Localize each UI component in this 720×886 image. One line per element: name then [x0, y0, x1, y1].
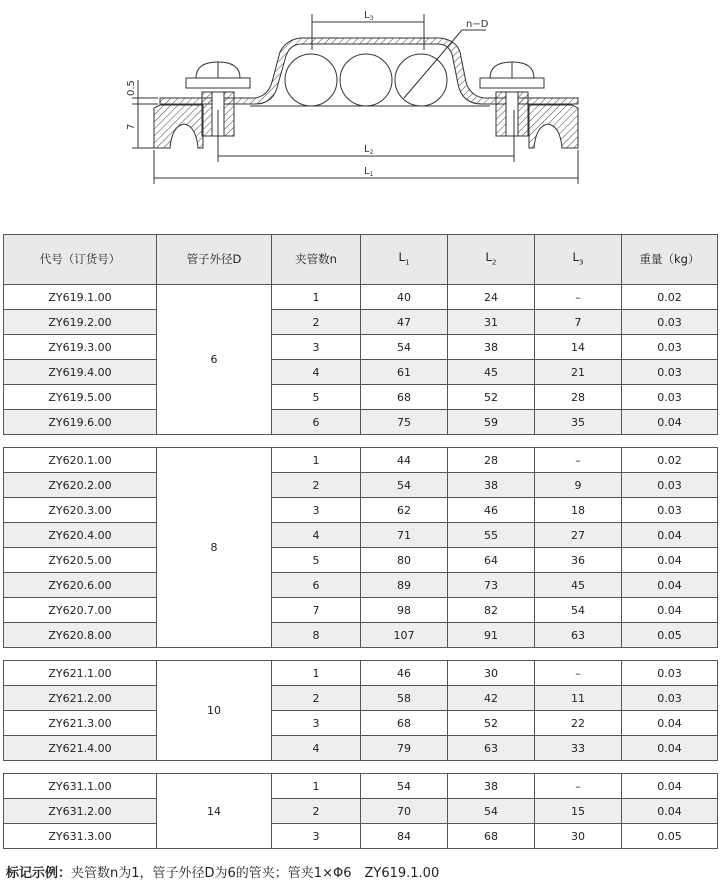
cell-diameter: 14 — [157, 774, 272, 849]
cell-diameter: 10 — [157, 661, 272, 761]
cell-n: 5 — [272, 385, 361, 410]
cell-l2: 28 — [448, 448, 535, 473]
cell-n: 6 — [272, 410, 361, 435]
cell-code: ZY619.2.00 — [4, 310, 157, 335]
table-row — [4, 623, 718, 648]
cell-w: 0.03 — [622, 335, 718, 360]
group-separator — [4, 648, 718, 661]
cell-w: 0.02 — [622, 448, 718, 473]
table-row — [4, 661, 718, 686]
group-separator — [4, 435, 718, 448]
marking-example — [6, 862, 439, 881]
cell-w: 0.04 — [622, 598, 718, 623]
cell-w: 0.04 — [622, 548, 718, 573]
cell-w: 0.03 — [622, 498, 718, 523]
cell-code: ZY621.1.00 — [4, 661, 157, 686]
cell-w: 0.03 — [622, 360, 718, 385]
cell-code: ZY631.2.00 — [4, 799, 157, 824]
cell-n: 2 — [272, 310, 361, 335]
cell-l2: 55 — [448, 523, 535, 548]
cell-n: 4 — [272, 360, 361, 385]
cell-code: ZY619.5.00 — [4, 385, 157, 410]
cell-w: 0.05 — [622, 824, 718, 849]
cell-l1: 46 — [361, 661, 448, 686]
cell-l1: 107 — [361, 623, 448, 648]
cell-n: 1 — [272, 661, 361, 686]
cell-l1: 40 — [361, 285, 448, 310]
pipe-clamp-drawing — [0, 0, 720, 200]
table-row — [4, 686, 718, 711]
table-row — [4, 774, 718, 799]
cell-n: 2 — [272, 686, 361, 711]
cell-code: ZY619.6.00 — [4, 410, 157, 435]
cell-code: ZY620.2.00 — [4, 473, 157, 498]
cell-l2: 38 — [448, 335, 535, 360]
cell-w: 0.05 — [622, 623, 718, 648]
cell-code: ZY619.4.00 — [4, 360, 157, 385]
cell-l3: – — [535, 448, 622, 473]
table-row — [4, 473, 718, 498]
label-l1: $L_1$ — [364, 166, 374, 178]
cell-l3: 63 — [535, 623, 622, 648]
cell-l2: 24 — [448, 285, 535, 310]
cell-w: 0.04 — [622, 799, 718, 824]
cell-w: 0.04 — [622, 774, 718, 799]
cell-l2: 52 — [448, 711, 535, 736]
table-row — [4, 335, 718, 360]
table-row — [4, 448, 718, 473]
table-row — [4, 310, 718, 335]
cell-n: 3 — [272, 824, 361, 849]
cell-l1: 68 — [361, 385, 448, 410]
cell-l3: – — [535, 774, 622, 799]
cell-n: 1 — [272, 448, 361, 473]
table-header — [4, 235, 718, 285]
cell-w: 0.02 — [622, 285, 718, 310]
table-row — [4, 598, 718, 623]
table-row — [4, 360, 718, 385]
cell-w: 0.03 — [622, 686, 718, 711]
cell-l1: 75 — [361, 410, 448, 435]
cell-l3: – — [535, 661, 622, 686]
cell-diameter: 6 — [157, 285, 272, 435]
cell-l3: 27 — [535, 523, 622, 548]
cell-n: 7 — [272, 598, 361, 623]
cell-l3: 9 — [535, 473, 622, 498]
pipe-1 — [285, 54, 337, 106]
cell-l2: 82 — [448, 598, 535, 623]
cell-l1: 84 — [361, 824, 448, 849]
cell-l2: 38 — [448, 473, 535, 498]
cell-l3: 35 — [535, 410, 622, 435]
cell-l3: 15 — [535, 799, 622, 824]
header-l2: $L_2$ — [448, 235, 535, 285]
cell-l3: 36 — [535, 548, 622, 573]
cell-l1: 62 — [361, 498, 448, 523]
cell-n: 3 — [272, 335, 361, 360]
cell-l3: 28 — [535, 385, 622, 410]
cell-l1: 98 — [361, 598, 448, 623]
label-nd: n−D — [466, 19, 489, 30]
cell-w: 0.03 — [622, 310, 718, 335]
cell-n: 4 — [272, 523, 361, 548]
cell-w: 0.03 — [622, 473, 718, 498]
cell-l2: 68 — [448, 824, 535, 849]
cell-n: 5 — [272, 548, 361, 573]
table-row — [4, 824, 718, 849]
cell-l2: 52 — [448, 385, 535, 410]
base-plate-left — [154, 105, 203, 148]
cell-w: 0.04 — [622, 573, 718, 598]
cell-l3: 21 — [535, 360, 622, 385]
cell-l1: 61 — [361, 360, 448, 385]
cell-code: ZY620.3.00 — [4, 498, 157, 523]
table-row — [4, 285, 718, 310]
table-row — [4, 385, 718, 410]
group-separator — [4, 761, 718, 774]
cell-code: ZY620.4.00 — [4, 523, 157, 548]
cell-code: ZY620.7.00 — [4, 598, 157, 623]
cell-l3: 11 — [535, 686, 622, 711]
cell-n: 8 — [272, 623, 361, 648]
cell-l3: 22 — [535, 711, 622, 736]
cell-l3: 7 — [535, 310, 622, 335]
cell-l2: 30 — [448, 661, 535, 686]
cell-w: 0.04 — [622, 410, 718, 435]
cell-l3: 54 — [535, 598, 622, 623]
cell-l2: 64 — [448, 548, 535, 573]
cell-code: ZY620.1.00 — [4, 448, 157, 473]
cell-code: ZY620.5.00 — [4, 548, 157, 573]
cell-code: ZY619.3.00 — [4, 335, 157, 360]
cell-n: 6 — [272, 573, 361, 598]
label-l3: $L_3$ — [364, 10, 374, 22]
pipe-3 — [395, 54, 447, 106]
table-body — [4, 285, 718, 849]
base-plate-right — [529, 105, 578, 148]
cell-l1: 68 — [361, 711, 448, 736]
cell-n: 4 — [272, 736, 361, 761]
cell-code: ZY620.8.00 — [4, 623, 157, 648]
cell-w: 0.03 — [622, 385, 718, 410]
cell-n: 2 — [272, 799, 361, 824]
cell-l1: 89 — [361, 573, 448, 598]
cell-n: 1 — [272, 285, 361, 310]
cell-diameter: 8 — [157, 448, 272, 648]
cell-l2: 54 — [448, 799, 535, 824]
table-row — [4, 573, 718, 598]
cell-l1: 54 — [361, 473, 448, 498]
cell-l1: 47 — [361, 310, 448, 335]
table-row — [4, 736, 718, 761]
cell-l3: 30 — [535, 824, 622, 849]
cell-l1: 58 — [361, 686, 448, 711]
table-row — [4, 523, 718, 548]
pipe-2 — [340, 54, 392, 106]
header-l1: $L_1$ — [361, 235, 448, 285]
cell-code: ZY621.4.00 — [4, 736, 157, 761]
cell-l1: 71 — [361, 523, 448, 548]
spec-table — [3, 234, 718, 849]
cell-l2: 42 — [448, 686, 535, 711]
header-weight: 重量（kg） — [622, 235, 718, 285]
example-label: 标记示例： — [6, 866, 72, 881]
label-l2: $L_2$ — [364, 144, 374, 156]
cell-code: ZY631.1.00 — [4, 774, 157, 799]
cell-l3: 45 — [535, 573, 622, 598]
header-diameter: 管子外径D — [157, 235, 272, 285]
label-05: 0.5 — [126, 80, 137, 96]
cell-l2: 91 — [448, 623, 535, 648]
cell-l1: 70 — [361, 799, 448, 824]
cell-l3: – — [535, 285, 622, 310]
table-row — [4, 799, 718, 824]
cell-l3: 14 — [535, 335, 622, 360]
table-row — [4, 711, 718, 736]
cell-code: ZY631.3.00 — [4, 824, 157, 849]
header-code: 代号（订货号） — [4, 235, 157, 285]
cell-w: 0.04 — [622, 523, 718, 548]
cell-code: ZY619.1.00 — [4, 285, 157, 310]
cell-l1: 80 — [361, 548, 448, 573]
cell-l2: 63 — [448, 736, 535, 761]
label-7: 7 — [126, 123, 137, 130]
cell-l2: 59 — [448, 410, 535, 435]
cell-l1: 54 — [361, 774, 448, 799]
table-row — [4, 548, 718, 573]
cell-l3: 18 — [535, 498, 622, 523]
cell-l2: 38 — [448, 774, 535, 799]
cell-w: 0.04 — [622, 736, 718, 761]
cell-l2: 45 — [448, 360, 535, 385]
cell-l2: 73 — [448, 573, 535, 598]
cell-l3: 33 — [535, 736, 622, 761]
table-row — [4, 410, 718, 435]
cell-code: ZY621.3.00 — [4, 711, 157, 736]
cell-code: ZY620.6.00 — [4, 573, 157, 598]
cell-n: 3 — [272, 498, 361, 523]
cell-l1: 79 — [361, 736, 448, 761]
example-text: 夹管数n为1，管子外径D为6的管夹；管夹1×Φ6 ZY619.1.00 — [71, 866, 440, 881]
cell-l2: 46 — [448, 498, 535, 523]
header-count: 夹管数n — [272, 235, 361, 285]
table-row — [4, 498, 718, 523]
cell-l1: 44 — [361, 448, 448, 473]
cell-n: 2 — [272, 473, 361, 498]
cell-w: 0.04 — [622, 711, 718, 736]
cell-l2: 31 — [448, 310, 535, 335]
cell-n: 3 — [272, 711, 361, 736]
header-l3: $L_3$ — [535, 235, 622, 285]
cell-n: 1 — [272, 774, 361, 799]
cell-code: ZY621.2.00 — [4, 686, 157, 711]
cell-w: 0.03 — [622, 661, 718, 686]
cell-l1: 54 — [361, 335, 448, 360]
